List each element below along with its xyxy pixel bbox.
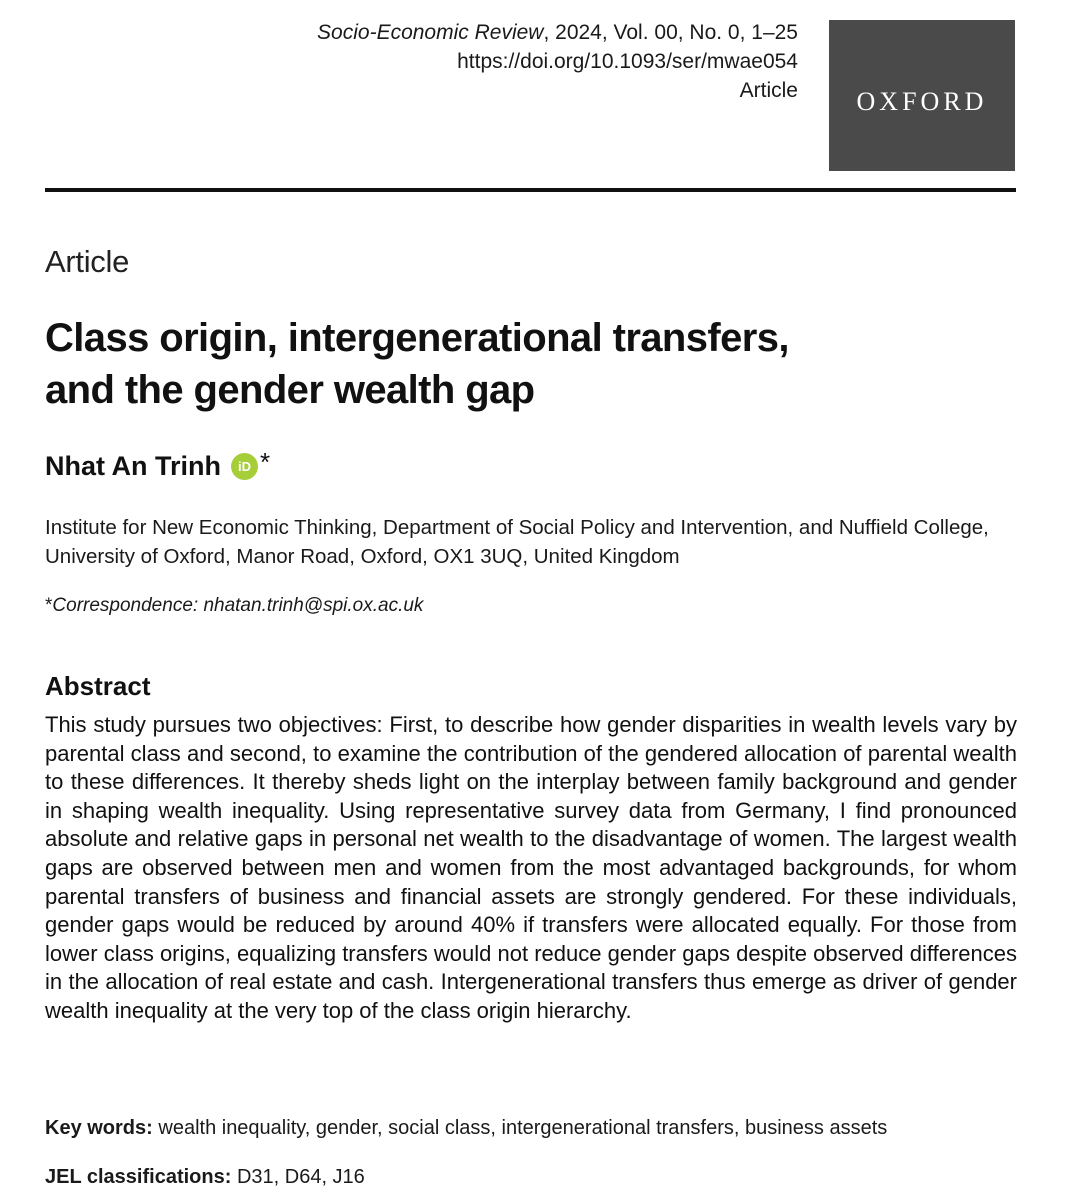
abstract-text: This study pursues two objectives: First, to describe how gender disparities in wealth levels vary by parental class and second, to examine the contribution of the gendered allocation of parental wealth to these differences. It thereby sheds light on the interplay between family background and gender in shaping wealth inequality. Using representative survey data from Germany, I find pronounced absolute and relative gaps in personal net wealth to the disadvantage of women. The largest wealth gaps are observed between men and women from the most advantaged backgrounds, for whom parental transfers of business and financial assets are strongly gendered. For these individuals, gender gaps would be reduced by around 40% if transfers were allocated equally. For those from lower class origins, equalizing transfers would not reduce gender gaps despite observed differences in the allocation of real estate and cash. Intergenerational transfers thus emerge as driver of gender wealth inequality at the very top of the class origin hierarchy. <box>45 712 1017 1023</box>
doi-link[interactable]: https://doi.org/10.1093/ser/mwae054 <box>457 50 798 73</box>
correspondence-email[interactable]: nhatan.trinh@spi.ox.ac.uk <box>203 595 424 616</box>
correspondence-mark: * <box>260 447 271 477</box>
oxford-logo <box>829 20 1015 171</box>
correspondence-mark: * <box>45 595 53 616</box>
article-title <box>45 312 1005 416</box>
correspondence <box>45 595 423 617</box>
header-divider <box>45 188 1016 192</box>
title-line-1: Class origin, intergenerational transfers, <box>45 316 789 360</box>
correspondence-label: Correspondence: <box>52 595 199 616</box>
journal-name: Socio-Economic Review <box>317 21 544 44</box>
keywords-label: Key words: <box>45 1117 153 1139</box>
keywords-value: wealth inequality, gender, social class, intergenerational transfers, business assets <box>158 1117 888 1139</box>
author-line <box>45 447 271 482</box>
oxford-logo-text: OXFORD <box>856 86 988 116</box>
section-label: Article <box>45 244 130 279</box>
abstract-heading: Abstract <box>45 671 151 701</box>
author-affiliation: Institute for New Economic Thinking, Department of Social Policy and Intervention, and Nuffield College, University of Oxford, Manor Road, Oxford, OX1 3UQ, United Kingdom <box>45 516 989 568</box>
title-line-2: and the gender wealth gap <box>45 368 535 412</box>
journal-citation <box>317 18 798 47</box>
article-type: Article <box>739 79 798 102</box>
orcid-icon[interactable] <box>231 453 258 480</box>
jel-value: D31, D64, J16 <box>236 1166 365 1188</box>
jel-label: JEL classifications: <box>45 1166 232 1188</box>
jel-classifications <box>45 1166 365 1189</box>
journal-issue: , 2024, Vol. 00, No. 0, 1–25 <box>543 21 798 44</box>
keywords <box>45 1117 887 1140</box>
orcid-icon-text: iD <box>238 459 251 474</box>
journal-header <box>317 18 798 105</box>
author-name[interactable]: Nhat An Trinh <box>45 451 221 481</box>
